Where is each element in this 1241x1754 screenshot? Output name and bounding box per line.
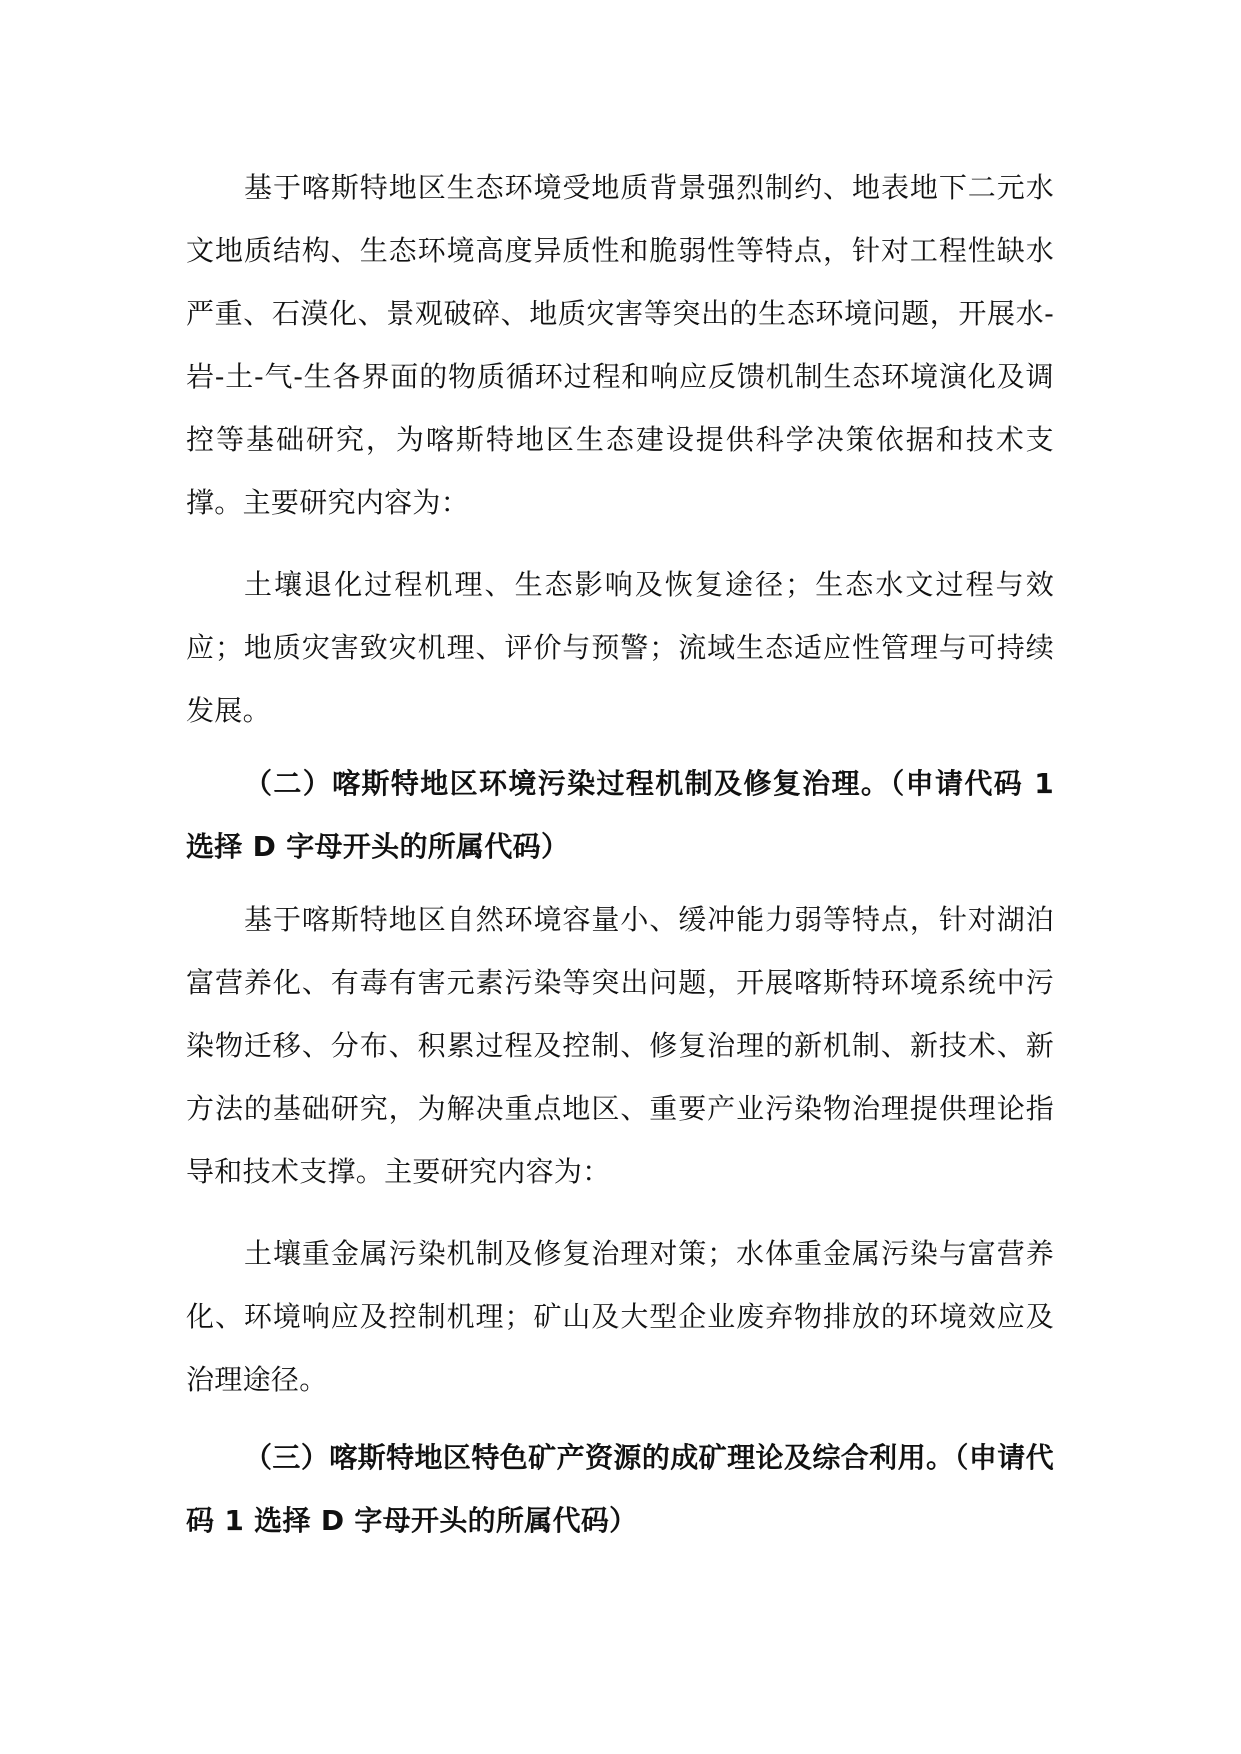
paragraph-ecology-topics: 土壤退化过程机理、生态影响及恢复途径；生态水文过程与效应；地质灾害致灾机理、评价与预警；流域生态适应性管理与可持续发展。 [186,568,1054,727]
section-heading-3: （三）喀斯特地区特色矿产资源的成矿理论及综合利用。（申请代码 1 选择 D 字母开头的所属代码） [186,1441,1054,1537]
section-heading-2: （二）喀斯特地区环境污染过程机制及修复治理。（申请代码 1 选择 D 字母开头的所属代码） [186,767,1054,863]
paragraph-pollution-topics: 土壤重金属污染机制及修复治理对策；水体重金属污染与富营养化、环境响应及控制机理；矿山及大型企业废弃物排放的环境效应及治理途径。 [186,1237,1054,1396]
paragraph-ecology-intro: 基于喀斯特地区生态环境受地质背景强烈制约、地表地下二元水文地质结构、生态环境高度异质性和脆弱性等特点，针对工程性缺水严重、石漠化、景观破碎、地质灾害等突出的生态环境问题，开展水-岩-土-气-生各界面的物质循环过程和响应反馈机制生态环境演化及调控等基础研究，为喀斯特地区生态建设提供科学决策依据和技术支撑。主要研究内容为： [186,171,1054,519]
document-body [186,156,1054,1552]
paragraph-pollution-intro: 基于喀斯特地区自然环境容量小、缓冲能力弱等特点，针对湖泊富营养化、有毒有害元素污染等突出问题，开展喀斯特环境系统中污染物迁移、分布、积累过程及控制、修复治理的新机制、新技术、新方法的基础研究，为解决重点地区、重要产业污染物治理提供理论指导和技术支撑。主要研究内容为： [186,903,1054,1188]
